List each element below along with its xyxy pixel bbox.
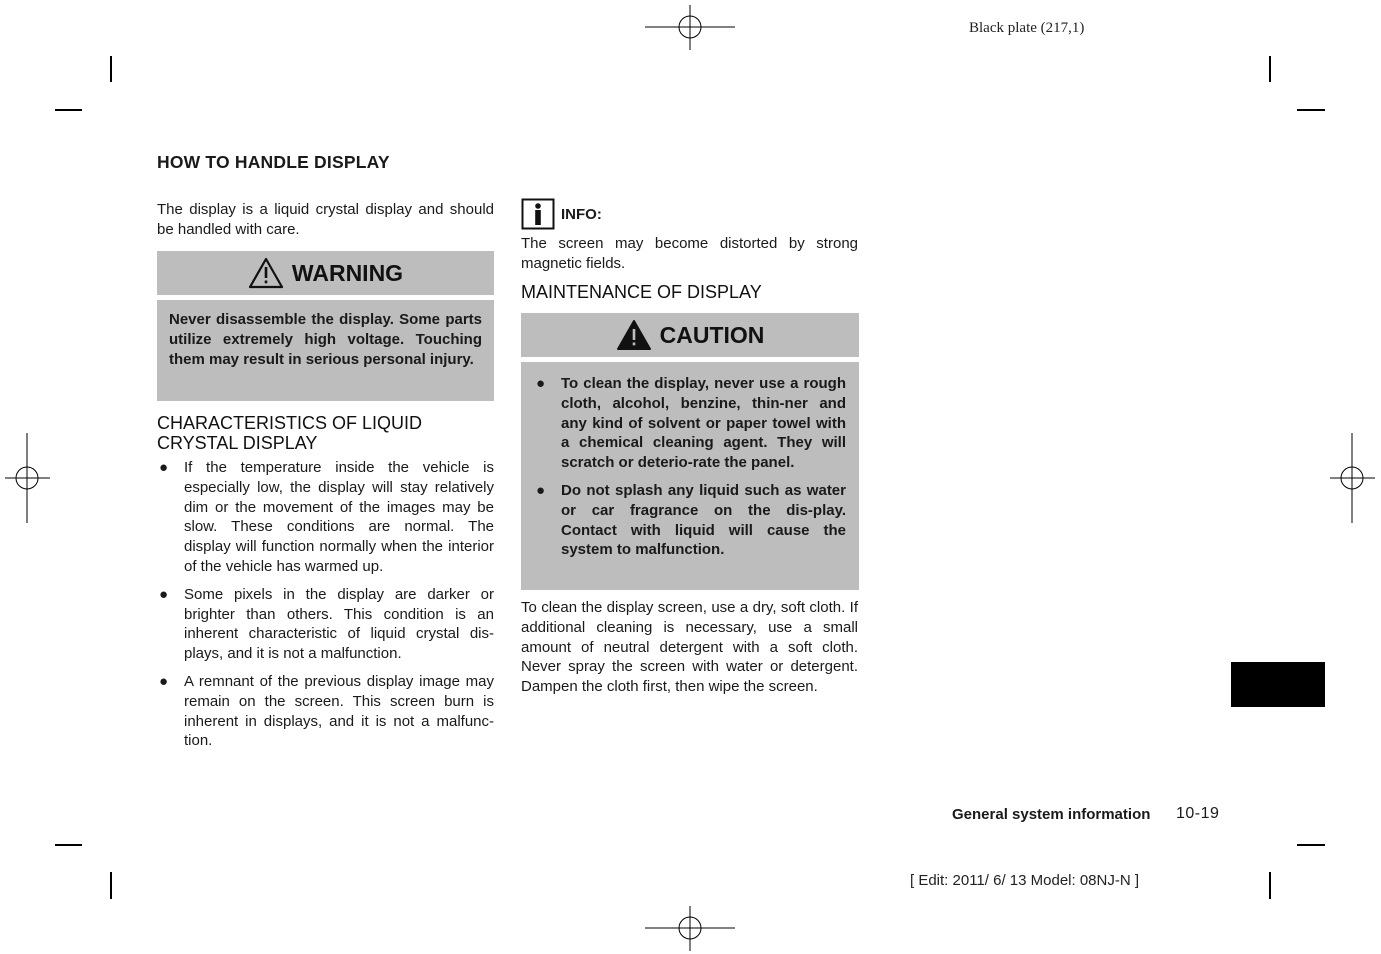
warning-text: Never disassemble the display. Some parts utilize extremely high voltage. Touching them may result in serious personal injury.	[169, 311, 482, 368]
characteristics-heading-line2: CRYSTAL DISPLAY	[157, 433, 318, 453]
caution-title: CAUTION	[659, 321, 765, 348]
caution-header	[521, 313, 859, 362]
info-paragraph: The screen may become distorted by strong magnetic fields.	[521, 235, 858, 272]
info-icon	[521, 198, 555, 230]
list-item	[157, 458, 494, 577]
page-number: 10-19	[1176, 805, 1220, 822]
list-item-text: A remnant of the previous display image may remain on the screen. This screen burn is inherent in displays, and it is not a malfunc-tion.	[184, 672, 494, 750]
maintenance-body	[521, 598, 858, 697]
list-item-text: If the temperature inside the vehicle is especially low, the display will stay relatively dim or the movement of the images may be slow. These conditions are normal. The display will function normally when the interior of the vehicle has warmed up.	[184, 459, 494, 575]
info-label: INFO:	[561, 205, 602, 223]
list-item	[534, 374, 846, 473]
bullet-icon: ●	[536, 375, 546, 392]
list-item	[157, 585, 494, 664]
registration-mark-top	[645, 5, 735, 50]
characteristics-heading	[157, 413, 494, 453]
registration-mark-left	[5, 433, 50, 523]
list-item-text: To clean the display, never use a rough cloth, alcohol, benzine, thin-ner and any kind of solvent or paper towel with a chemical cleaning agent. They will scratch or deterio-rate the panel.	[561, 375, 846, 472]
intro-paragraph: The display is a liquid crystal display and should be handled with care.	[157, 201, 494, 238]
characteristics-list	[157, 458, 494, 751]
bullet-icon: ●	[159, 672, 169, 690]
edit-info: [ Edit: 2011/ 6/ 13 Model: 08NJ-N ]	[910, 872, 1140, 889]
characteristics-section	[157, 413, 494, 759]
bullet-icon: ●	[536, 481, 546, 499]
bullet-icon: ●	[159, 459, 169, 476]
warning-box	[157, 251, 494, 401]
list-item	[157, 672, 494, 751]
caution-box	[521, 313, 859, 590]
registration-mark-right	[1330, 433, 1375, 523]
warning-header	[157, 251, 494, 300]
warning-triangle-icon	[248, 257, 284, 289]
maintenance-paragraph: To clean the display screen, use a dry, soft cloth. If additional cleaning is necessary, use a small amount of neutral detergent with a soft cloth. Never spray the screen with water or detergent. Dampen the cloth first, then wipe the screen.	[521, 599, 858, 696]
page-title: HOW TO HANDLE DISPLAY	[157, 152, 390, 172]
list-item	[534, 481, 846, 560]
maintenance-heading-wrap	[521, 282, 858, 302]
bullet-icon: ●	[159, 585, 169, 603]
caution-triangle-icon	[616, 319, 652, 351]
info-text	[521, 234, 858, 274]
intro-text	[157, 200, 494, 240]
maintenance-heading: MAINTENANCE OF DISPLAY	[521, 282, 762, 302]
caution-list	[521, 362, 859, 560]
plate-label: Black plate (217,1)	[969, 20, 1085, 36]
registration-mark-bottom	[645, 906, 735, 951]
list-item-text: Some pixels in the display are darker or brighter than others. This condition is an inherent characteristic of liquid crystal dis-plays, and it is not a malfunction.	[184, 585, 494, 663]
warning-title: WARNING	[291, 259, 404, 286]
list-item-text: Do not splash any liquid such as water or car fragrance on the dis-play. Contact with liquid will cause the system to malfunction.	[561, 481, 846, 559]
info-header	[521, 198, 602, 230]
footer-section-title: General system information	[952, 806, 1151, 823]
characteristics-heading-line1: CHARACTERISTICS OF LIQUID	[157, 413, 423, 433]
chapter-tab	[1231, 662, 1325, 707]
